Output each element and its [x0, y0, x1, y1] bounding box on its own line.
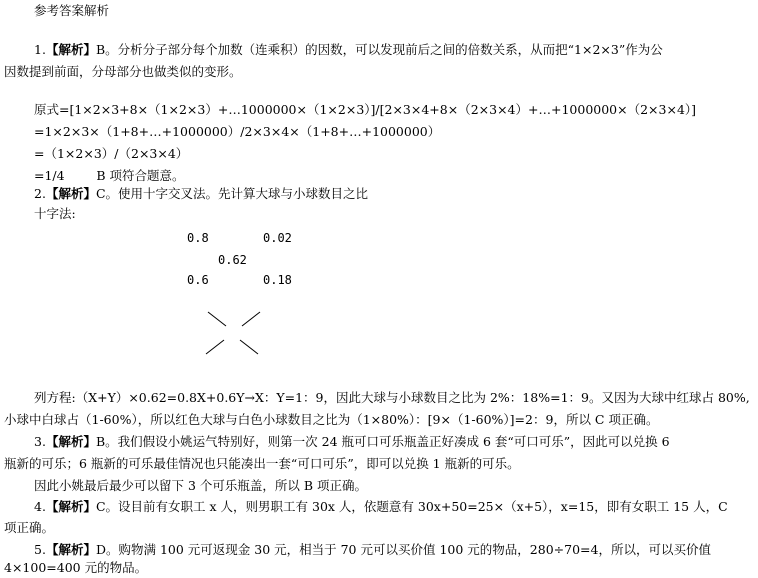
cross-line-bottom-right	[240, 340, 258, 354]
q5-number: 5.	[34, 542, 46, 557]
q4-tag: 【解析】	[45, 499, 96, 514]
q1-equation-4: =1/4 B 项符合题意。	[34, 168, 185, 183]
q5-line-2: 4×100=400 元的物品。	[4, 560, 148, 575]
cross-lines-graphic	[200, 306, 270, 362]
q4-number: 4.	[34, 499, 46, 514]
cross-line-top-right	[242, 312, 260, 326]
q5-tag: 【解析】	[45, 542, 96, 557]
q1-tag: 【解析】	[45, 42, 96, 57]
q2-equation-line-1: 列方程:（X+Y）×0.62=0.8X+0.6Y→X：Y=1：9，因此大球与小球数目之比为 2%：18%=1：9。又因为大球中红球占 80%,	[34, 390, 750, 405]
cross-middle-value: 0.62	[218, 253, 247, 267]
q3-line-1	[34, 432, 670, 452]
q3-number: 3.	[34, 434, 46, 449]
q5-text-1: D。购物满 100 元可返现金 30 元，相当于 70 元可以买价值 100 元的物品，280÷70=4，所以，可以买价值	[95, 542, 711, 557]
q1-equation-1: 原式=[1×2×3+8×（1×2×3）+…1000000×（1×2×3）]/[2×3×4+8×（2×3×4）+…+1000000×（2×3×4）]	[34, 102, 697, 117]
q2-text: C。使用十字交叉法。先计算大球与小球数目之比	[95, 186, 369, 201]
cross-top-right-value: 0.02	[263, 231, 292, 245]
q2-method-label: 十字法:	[34, 206, 76, 221]
page-title: 参考答案解析	[34, 3, 110, 18]
q3-line-3: 因此小姚最后最少可以留下 3 个可乐瓶盖，所以 B 项正确。	[34, 478, 368, 493]
q4-line-2: 项正确。	[4, 520, 55, 535]
q3-tag: 【解析】	[45, 434, 96, 449]
cross-bottom-left-value: 0.6	[187, 273, 209, 287]
cross-line-bottom-left	[206, 340, 224, 354]
q1-line-1	[34, 40, 663, 60]
q3-text-1: B。我们假设小姚运气特别好，则第一次 24 瓶可口可乐瓶盖正好凑成 6 套“可口可乐”，因此可以兑换 6	[95, 434, 670, 449]
q2-equation-line-2: 小球中白球占（1-60%），所以红色大球与白色小球数目之比为（1×80%）：[9×（1-60%）]=2：9，所以 C 项正确。	[4, 412, 659, 427]
q4-line-1	[34, 497, 728, 517]
cross-line-top-left	[208, 312, 226, 326]
q1-equation-3: =（1×2×3）/（2×3×4）	[34, 146, 189, 161]
q1-text-1: B。分析分子部分每个加数（连乘积）的因数，可以发现前后之间的倍数关系，从而把“1×2×3”作为公	[95, 42, 663, 57]
q2-number: 2.	[34, 186, 46, 201]
q5-line-1	[34, 540, 711, 560]
q3-line-2: 瓶新的可乐；6 瓶新的可乐最佳情况也只能凑出一套“可口可乐”，即可以兑换 1 瓶新的可乐。	[4, 456, 520, 471]
q2-tag: 【解析】	[45, 186, 96, 201]
q2-line-1	[34, 184, 368, 204]
q1-number: 1.	[34, 42, 46, 57]
q1-line-2: 因数提到前面，分母部分也做类似的变形。	[4, 64, 242, 79]
q4-text-1: C。设目前有女职工 x 人，则男职工有 30x 人，依题意有 30x+50=25×（x+5），x=15，即有女职工 15 人，C	[95, 499, 728, 514]
cross-top-left-value: 0.8	[187, 231, 209, 245]
cross-bottom-right-value: 0.18	[263, 273, 292, 287]
q1-equation-2: =1×2×3×（1+8+…+1000000）/2×3×4×（1+8+…+1000000）	[34, 124, 441, 139]
